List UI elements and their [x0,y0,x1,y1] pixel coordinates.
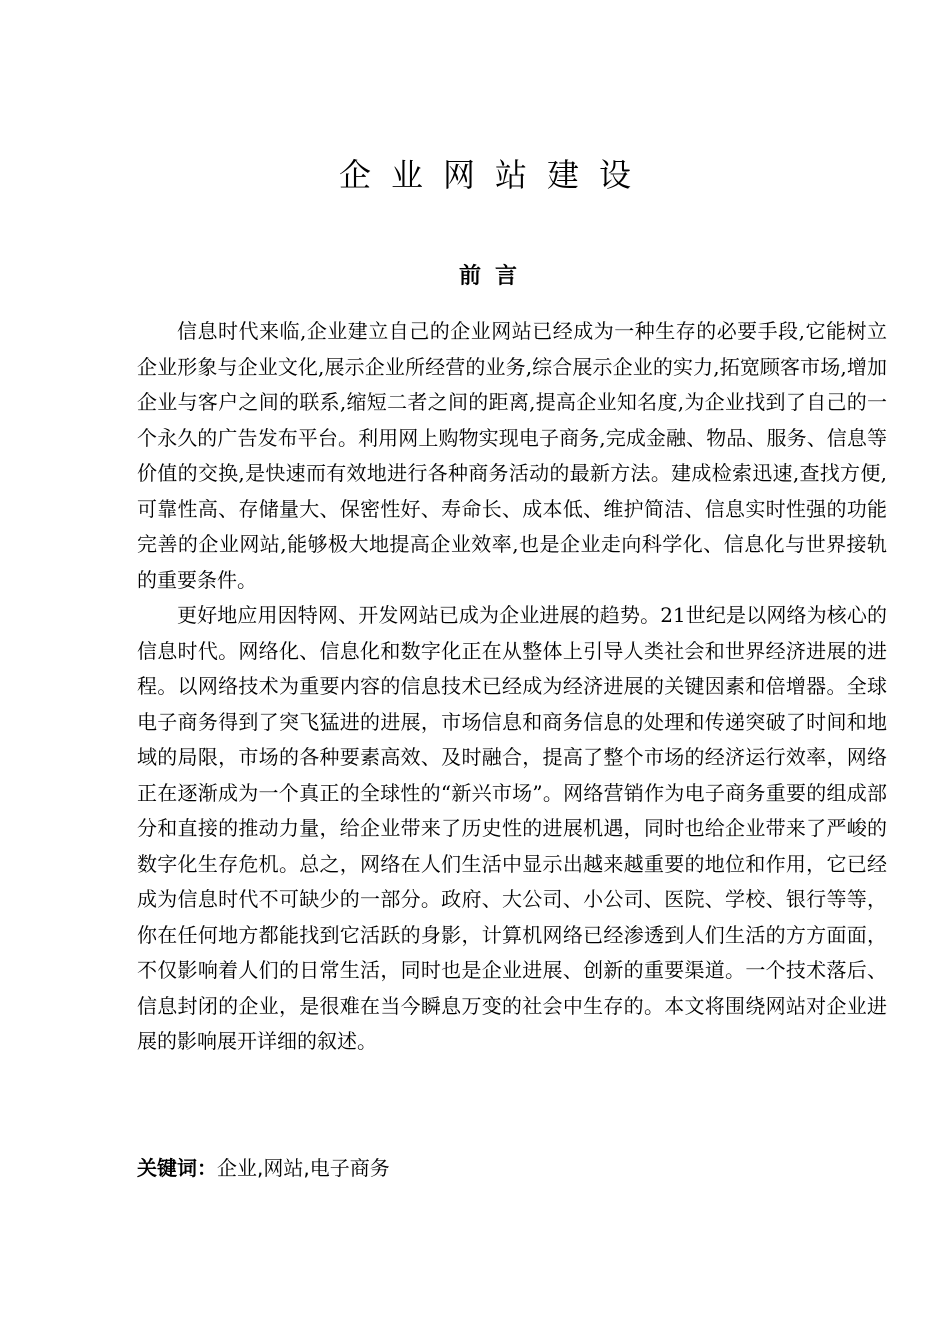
keywords-label: 关键词： [137,1156,217,1180]
paragraph-1: 信息时代来临,企业建立自己的企业网站已经成为一种生存的必要手段,它能树立企业形象与企业文化,展示企业所经营的业务,综合展示企业的实力,拓宽顾客市场,增加企业与客户之间的联系,缩短二者之间的距离,提高企业知名度,为企业找到了自己的一个永久的广告发布平台。利用网上购物实现电子商务,完成金融、物品、服务、信息等价值的交换,是快速而有效地进行各种商务活动的最新方法。建成检索迅速,查找方便,可靠性高、存储量大、保密性好、寿命长、成本低、维护简洁、信息实时性强的功能完善的企业网站,能够极大地提高企业效率,也是企业走向科学化、信息化与世界接轨的重要条件。 [137,319,887,592]
document-title: 企业网站建设 [338,156,651,194]
section-heading: 前言 [458,264,531,289]
keywords-value: 企业,网站,电子商务 [217,1156,390,1180]
document-body [137,314,887,1060]
paragraph-2: 更好地应用因特网、开发网站已成为企业进展的趋势。21世纪是以网络为核心的信息时代。网络化、信息化和数字化正在从整体上引导人类社会和世界经济进展的进程。以网络技术为重要内容的信息技术已经成为经济进展的关键因素和倍增器。全球电子商务得到了突飞猛进的进展，市场信息和商务信息的处理和传递突破了时间和地域的局限，市场的各种要素高效、及时融合，提高了整个市场的经济运行效率，网络正在逐渐成为一个真正的全球性的“新兴市场”。网络营销作为电子商务重要的组成部分和直接的推动力量，给企业带来了历史性的进展机遇，同时也给企业带来了严峻的数字化生存危机。总之，网络在人们生活中显示出越来越重要的地位和作用，它已经成为信息时代不可缺少的一部分。政府、大公司、小公司、医院、学校、银行等等，你在任何地方都能找到它活跃的身影，计算机网络已经渗透到人们生活的方方面面，不仅影响着人们的日常生活，同时也是企业进展、创新的重要渠道。一个技术落后、信息封闭的企业，是很难在当今瞬息万变的社会中生存的。本文将围绕网站对企业进展的影响展开详细的叙述。 [137,603,887,1053]
keywords-line [137,1153,887,1183]
